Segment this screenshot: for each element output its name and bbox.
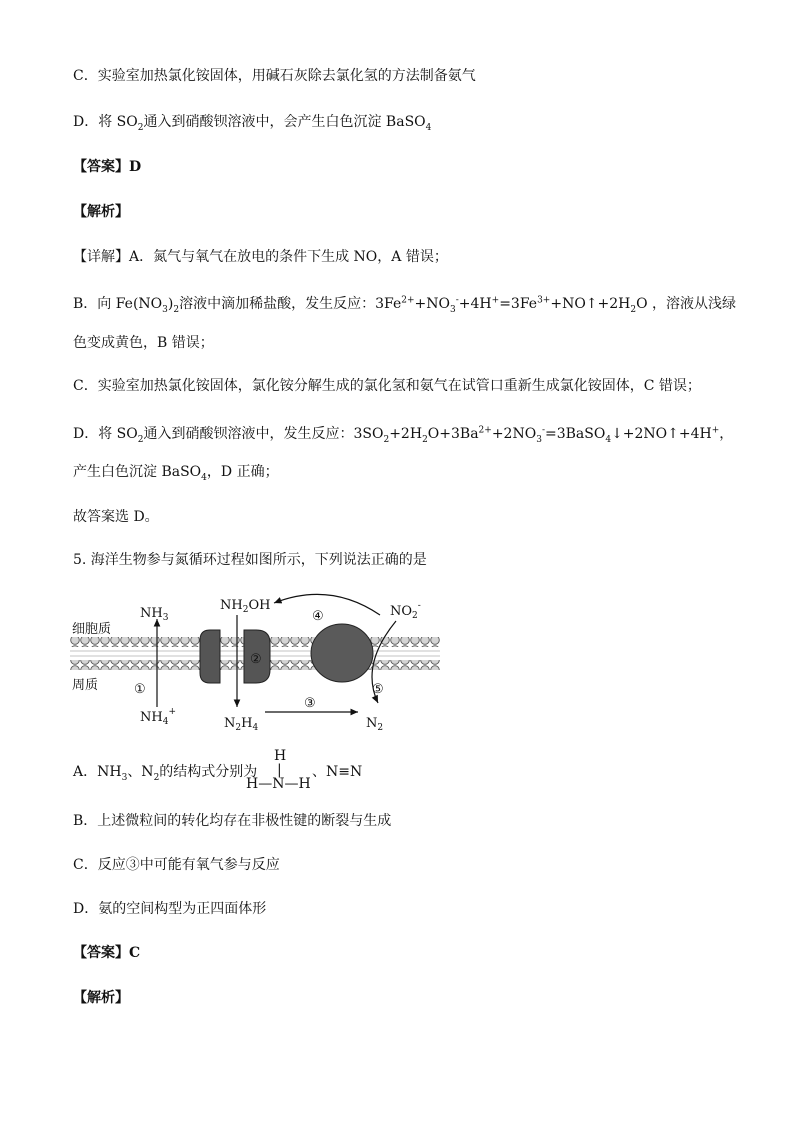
subscript: 2 xyxy=(630,304,637,315)
text: ，D 正确； xyxy=(206,464,279,480)
answer-4: 【答案】D xyxy=(73,159,142,175)
struct-bond-vertical: | xyxy=(277,762,282,778)
nh2oh-label: $NH_2OH$ xyxy=(220,598,271,615)
text: ↓+2NO↑+4H xyxy=(611,426,712,442)
text: 、N xyxy=(127,764,154,780)
text: 的结构式分别为 xyxy=(159,764,258,780)
step5-label: ⑤ xyxy=(372,682,384,697)
analysis-5-heading: 【解析】 xyxy=(73,990,129,1006)
text: +NO↑+2H xyxy=(550,296,631,312)
superscript: + xyxy=(491,295,500,306)
text: +4H xyxy=(458,296,492,312)
superscript: 2+ xyxy=(478,425,492,436)
detail-b-line2: 色变成黄色，B 错误； xyxy=(73,335,214,351)
text: D．将 SO xyxy=(73,426,138,442)
ammonia-structural-formula xyxy=(244,744,314,794)
superscript: 3+ xyxy=(537,295,551,306)
text: A．NH xyxy=(73,764,122,780)
n2-label: $N_2$ xyxy=(366,716,384,733)
superscript: 2+ xyxy=(401,295,415,306)
option-c-previous: C．实验室加热氯化铵固体，用碱石灰除去氯化氢的方法制备氨气 xyxy=(73,68,476,84)
superscript: - xyxy=(541,425,545,436)
subscript: 2 xyxy=(383,434,390,445)
text: +2H xyxy=(389,426,423,442)
enzyme-protein xyxy=(311,624,373,682)
subscript: 4 xyxy=(201,472,207,483)
step1-label: ① xyxy=(134,682,146,697)
struct-h-top: H xyxy=(274,748,287,764)
superscript: - xyxy=(455,295,459,306)
detail-d-line2 xyxy=(73,462,279,482)
subscript: 2 xyxy=(137,122,144,133)
struct-row: H—N—H xyxy=(246,776,311,792)
no2-label: $NO_2^-$ xyxy=(390,601,421,621)
detail-d-line1 xyxy=(73,424,733,444)
subscript: 3 xyxy=(121,772,128,783)
subscript: 4 xyxy=(425,122,432,133)
n2h4-label: $N_2H_4$ xyxy=(224,716,259,733)
text: 产生白色沉淀 BaSO xyxy=(73,464,202,480)
channel-protein-left xyxy=(200,630,220,683)
subscript: 3 xyxy=(162,304,168,315)
subscript: 2 xyxy=(422,434,428,445)
text: B．向 Fe(NO xyxy=(73,296,163,312)
option-a-tail: 、N≡N xyxy=(312,764,363,780)
subscript: 4 xyxy=(605,434,612,445)
detail-a: 【详解】A．氮气与氧气在放电的条件下生成 NO，A 错误； xyxy=(73,249,448,265)
option-b: B．上述微粒间的转化均存在非极性键的断裂与生成 xyxy=(73,813,392,829)
nh3-label: $NH_3$ xyxy=(140,606,169,623)
option-d-previous xyxy=(73,112,431,132)
detail-b-line1 xyxy=(73,294,736,314)
question-5: 5. 海洋生物参与氮循环过程如图所示，下列说法正确的是 xyxy=(73,552,427,568)
text: =3BaSO xyxy=(544,426,606,442)
text: 通入到硝酸钡溶液中，发生反应：3SO xyxy=(143,426,384,442)
text: +NO xyxy=(414,296,450,312)
text: O ，溶液从浅绿 xyxy=(636,296,737,312)
periplasm-label: 周质 xyxy=(72,678,99,693)
text: ) xyxy=(167,296,174,312)
conclusion: 故答案选 D。 xyxy=(73,509,159,525)
subscript: 2 xyxy=(137,434,144,445)
analysis-4-heading: 【解析】 xyxy=(73,204,129,220)
superscript: + xyxy=(711,425,720,436)
option-a xyxy=(73,762,257,782)
text: D．将 SO xyxy=(73,114,138,130)
subscript: 3 xyxy=(536,434,542,445)
step2-label: ② xyxy=(250,652,262,667)
text: O+3Ba xyxy=(427,426,479,442)
subscript: 2 xyxy=(153,772,160,783)
text: 通入到硝酸钡溶液中，会产生白色沉淀 BaSO xyxy=(143,114,426,130)
step3-label: ③ xyxy=(304,696,316,711)
step4-label: ④ xyxy=(312,609,324,624)
text: =3Fe xyxy=(499,296,538,312)
nitrogen-cycle-diagram xyxy=(60,585,460,735)
text: 溶液中滴加稀盐酸，发生反应：3Fe xyxy=(179,296,402,312)
option-c: C．反应③中可能有氧气参与反应 xyxy=(73,857,280,873)
subscript: 3 xyxy=(450,304,456,315)
nh4-label: $NH_4^+$ xyxy=(140,707,176,727)
subscript: 2 xyxy=(173,304,180,315)
arrow-step4 xyxy=(274,594,380,615)
option-d: D．氨的空间构型为正四面体形 xyxy=(73,901,267,917)
cytoplasm-label: 细胞质 xyxy=(72,622,112,637)
text: ， xyxy=(719,426,734,442)
text: +2NO xyxy=(491,426,537,442)
answer-5: 【答案】C xyxy=(73,945,141,961)
detail-c: C．实验室加热氯化铵固体，氯化铵分解生成的氯化氢和氨气在试管口重新生成氯化铵固体，C 错误； xyxy=(73,378,701,394)
